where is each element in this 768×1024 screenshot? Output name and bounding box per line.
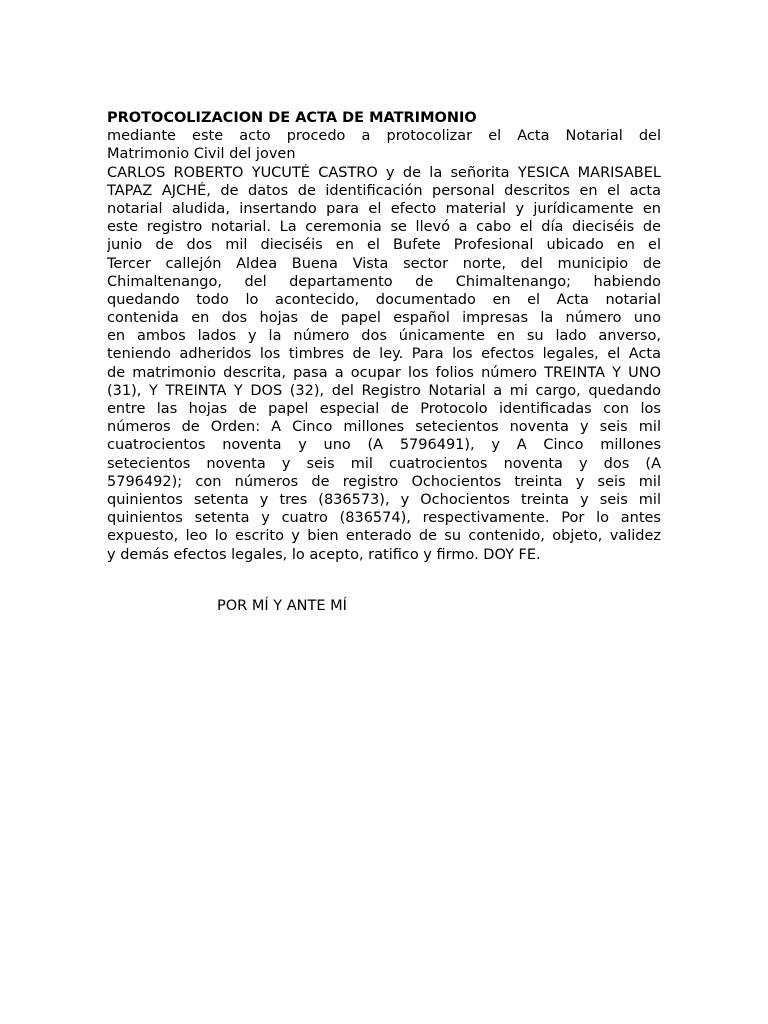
text-line: cuatrocientos noventa y uno (A 5796491), y A Cinco millones [107, 437, 661, 454]
text-line: entre las hojas de papel especial de Protocolo identificadas con los [107, 401, 661, 418]
text-line: Tercer callejón Aldea Buena Vista sector norte, del municipio de [107, 255, 661, 272]
text-line: (31), Y TREINTA Y DOS (32), del Registro Notarial a mi cargo, quedando [107, 382, 661, 399]
text-line: de matrimonio descrita, pasa a ocupar los folios número TREINTA Y UNO [107, 364, 661, 381]
text-line: CARLOS ROBERTO YUCUTÉ CASTRO y de la señorita YESICA MARISABEL [107, 164, 661, 181]
text-line: junio de dos mil dieciséis en el Bufete Profesional ubicado en el [107, 237, 661, 254]
text-line: setecientos noventa y seis mil cuatrocientos noventa y dos (A [107, 455, 661, 472]
text-line: notarial aludida, insertando para el efecto material y jurídicamente en [107, 200, 661, 217]
text-line: TAPAZ AJCHÉ, de datos de identificación personal descritos en el acta [107, 182, 661, 199]
text-line: quedando todo lo acontecido, documentado en el Acta notarial [107, 291, 661, 308]
document-body [107, 109, 661, 564]
text-line: teniendo adheridos los timbres de ley. Para los efectos legales, el Acta [107, 346, 661, 363]
text-line: quinientos setenta y cuatro (836574), respectivamente. Por lo antes [107, 510, 661, 527]
text-line: y demás efectos legales, lo acepto, ratifico y firmo. DOY FE. [107, 546, 541, 563]
text-line: números de Orden: A Cinco millones setecientos noventa y seis mil [107, 419, 661, 436]
text-line: mediante este acto procedo a protocolizar el Acta Notarial del [107, 128, 661, 145]
signature-line: POR MÍ Y ANTE MÍ [217, 598, 347, 614]
text-line: 5796492); con números de registro Ochocientos treinta y seis mil [107, 473, 661, 490]
text-line: en ambos lados y la número dos únicamente en su lado anverso, [107, 328, 661, 345]
text-line: Matrimonio Civil del joven [107, 146, 296, 163]
document-title: PROTOCOLIZACION DE ACTA DE MATRIMONIO [107, 110, 477, 126]
text-line: quinientos setenta y tres (836573), y Ochocientos treinta y seis mil [107, 491, 661, 508]
text-line: expuesto, leo lo escrito y bien enterado de su contenido, objeto, validez [107, 528, 661, 545]
text-line: este registro notarial. La ceremonia se llevó a cabo el día dieciséis de [107, 219, 661, 236]
text-line: Chimaltenango, del departamento de Chimaltenango; habiendo [107, 273, 661, 290]
text-line: contenida en dos hojas de papel español impresas la número uno [107, 310, 661, 327]
